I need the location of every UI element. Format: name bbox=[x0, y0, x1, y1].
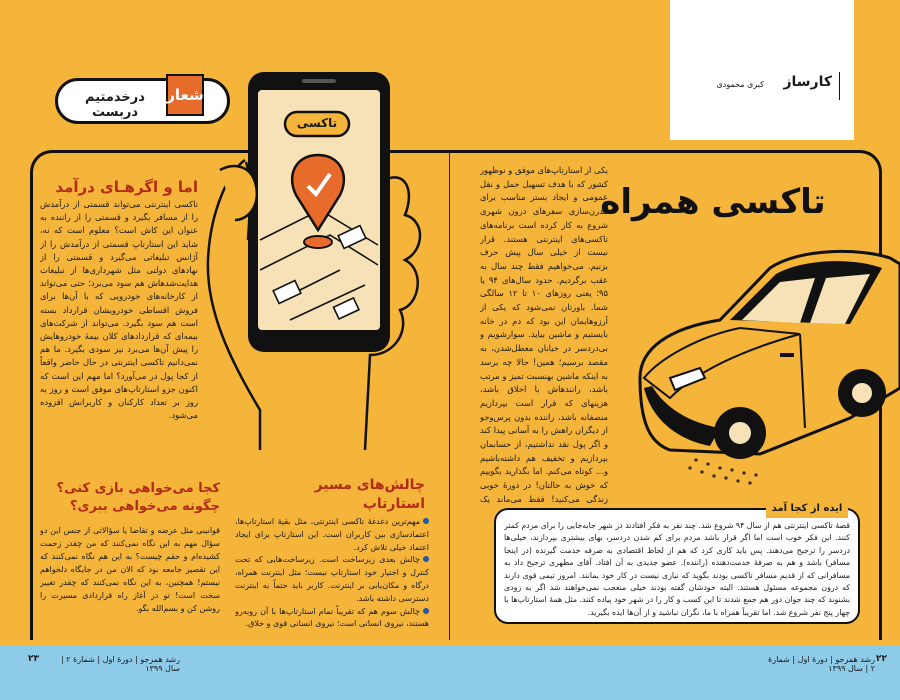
income-body: تاکسی اینترنتی می‌تواند قسمتی از درآمدش را از مسافر بگیرد و قسمتی را از راننده به عنوان این کاش است؟ معلوم است که نه، شاید این استارتاپ قسمتی از درآمدش را از آژانس تبلیغاتی می‌گیرد و قسمتی را از نهادهای دولتی مثل شهرداری‌ها از تبلیغات هدایت‌شدهاش هم سود می‌برد؛ حتی می‌تواند از کارخانه‌های خودرویی که با آن‌ها برای فروش اقساطی خودرویشان قرارداد بسته است هم سود بگیرد. می‌تواند از شرکت‌های بیمه‌ای که قراردادهای کلان بیمهٔ خودروهایش را پیش آن‌ها می‌برد نیز سودی بگیرد. ما هم نمی‌دانیم تاکسی اینترنتی در حال حاضر واقعاً از کجا پول در می‌آورد؟ اما مهم این است که اکنون جزو استارتاپ‌های موفق است و روز به روز بر تعداد کارکنان و کاربرانش افزوده می‌شود. bbox=[40, 199, 198, 421]
author-name: کبری محمودی bbox=[716, 80, 764, 89]
slogan-tag: شعار bbox=[166, 74, 204, 116]
income-heading: اما و اگرهـای درآمد bbox=[55, 178, 198, 196]
challenge-item-2: چالش بعدی زیرساخت است. زیرساخت‌هایی که تحت کنترل و اختیار خود استارتاپ نیست؛ مثل اینترنت همراه، درگاه و مکان‌یابی بر اینترنت. کاربر باید حتماً به اینترنت دسترسی داشته باشد. bbox=[235, 555, 429, 603]
footer-right-page: ۲۲ bbox=[876, 654, 887, 664]
footer-left-text: رشد همرجو | دورهٔ اول | شمارهٔ ۲ | سال ۱۳۹۹ bbox=[60, 655, 180, 673]
article-intro: یکی از استارتاپ‌های موفق و نوظهور کشور که با هدف تسهیل حمل و نقل عمومی و ایجاد بستر مناسب برای مدرن‌سازی سفرهای درون شهری شروع به کار کرده است برنامه‌های تاکسی‌های اینترنتی هستند. قرار نیست از خیلی سال پیش حرف بزنیم. می‌خواهیم فقط چند سال به عقب برگردیم. حدود سال‌های ۹۴ یا ۹۵؛ یعنی روزهای ۱۰ تا ۱۲ سالگی شما. باورتان نمی‌شود که یکی از آرزوهایمان این بود که دم در خانه بایستیم و ماشین بیاید. سوارشویم و بی‌دردسر در خیابان معطل‌شدن، به مقصد برسیم؛ همین! حالا چه برسد به اینکه ماشین بهنسبت تمیز و مرتب باشد، رانندهاش با اخلاق باشد، هزینهای که قرار است بپردازیم منصفانه باشد، راننده بدون پرس‌وجو از دیگران راهش را به آسانی پیدا کند و اگر پول نقد نداشتیم، از حسابمان بپردازیم و تخفیف هم داشته‌باشیم و... کوتاه می‌کنم. اما بگذارید بگوییم که خوش به حالتان! در دورهٔ خوبی زندگی می‌کنید! فقط می‌ماند یک bbox=[480, 165, 608, 504]
section-name: کارساز bbox=[783, 74, 832, 90]
challenges-list bbox=[235, 516, 429, 634]
challenge-item-3: چالش سوم هم که تقریباً تمام استارتاپ‌ها با آن روبه‌رو هستند، نیروی انسانی است؛ نیروی انسانی قوی و خلاق. bbox=[235, 606, 429, 629]
origin-label: ایده از کجا آمد bbox=[766, 500, 848, 518]
taxi-car-illustration bbox=[630, 228, 900, 498]
game-heading-2: چگونه می‌خواهی ببری؟ bbox=[70, 499, 220, 514]
slogan-text: درخدمتیم دربست bbox=[85, 90, 145, 120]
origin-body: قصهٔ تاکسی اینترنتی هم از سال ۹۴ شروع شد. چند نفر به فکر افتادند در شهر جابه‌جایی را برای مردم کمتر کنند. این فکر خوب است اما اگر قرار باشد مردم برای کم شدن دردسر، بهای بیشتری بپردازند، خیلی‌ها دردسر را ترجیح می‌دهند. پس باید کاری کرد که هم از لحاظ اقتصادی به صرفه خدمت گیرنده (در اینجا مسافر) باشد و هم به صرفهٔ خدمت‌دهنده (راننده). عضو جدیدی به آن افتاد. آقای مطهری ترجیح داد به مسافرانی که از قدیم مسافر تاکسی بودند بگوید که نیازی نیست در کار خود بمانند. امروز تیمی قوی دارند که درون مجموعه مسئول هستند. البته خودشان گفته بودند خیلی منعجب نمی‌خواهند شد اگر به زودی بشنوند که چند جوان دور هم جمع شدند تا این کسب و کار را در شهر خود پیاده کنند. مثل همهٔ استارتاپ‌ها با چهار پنج نفر شروع شد. اما تقریباً همراه با ما، نگران نباشید و از آن‌ها ایده بگیرید. bbox=[504, 521, 850, 617]
challenge-item-1: مهم‌ترین دغدغهٔ تاکسی اینترنتی، مثل بقیهٔ استارتاپ‌ها، اعتمادسازی بین کاربران است. این استارتاپ برای ایجاد اعتماد خیلی تلاش کرد. bbox=[235, 517, 429, 552]
footer-left-page: ۲۳ bbox=[28, 654, 39, 664]
author-box bbox=[670, 0, 854, 140]
challenges-heading: چالش‌های مسیر استارتاپ bbox=[314, 477, 425, 512]
main-title: تاکسی همراه bbox=[600, 182, 826, 222]
game-heading-1: کجا می‌خواهی بازی کنی؟ bbox=[56, 481, 220, 496]
footer-right-text: رشد همرجو | دورهٔ اول | شمارهٔ ۲ | سال ۱۳۹۹ bbox=[768, 655, 875, 673]
phone-label: تاکسی bbox=[296, 116, 338, 130]
game-body: قوانینی مثل عرضه و تقاضا یا سؤالاتی از جنس این دو سؤال مهم به این نگاه نمی‌کنند که من چقدر زحمت کشیده‌ام و حقم چیست؟ به این هم نگاه نمی‌کنند که این تقصیر جامعه بود که الان من در جایگاه دلخواهم نیستم! همچنین، به این نگاه نمی‌کنند که چقدر تغییر سخت است! تو در آغاز راه قراردادی مسیرت را روشن کن و بسم‌الله بگو. bbox=[40, 526, 220, 613]
